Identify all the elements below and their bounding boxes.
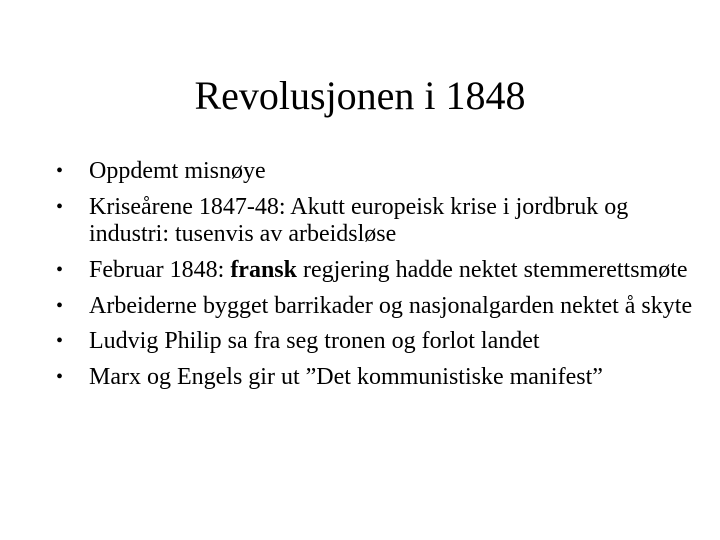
bullet-icon: • — [56, 195, 64, 218]
bullet-icon: • — [56, 258, 64, 281]
bullet-text-start: Februar 1848: — [89, 256, 231, 283]
bullet-item — [56, 293, 696, 320]
bullet-item — [56, 364, 696, 391]
bullet-text-end: regjering hadde nektet stemmerettsmøte — [297, 256, 688, 283]
bullet-text: Ludvig Philip sa fra seg tronen og forlot landet — [89, 328, 540, 355]
bullet-icon: • — [56, 366, 64, 389]
bullet-list — [56, 158, 696, 400]
bullet-text: Kriseårene 1847-48: Akutt europeisk krise i jordbruk og industri: tusenvis av arbeidsløse — [89, 193, 629, 247]
bullet-icon: • — [56, 294, 64, 317]
bullet-icon: • — [56, 330, 64, 353]
bullet-item — [56, 158, 696, 185]
slide-title: Revolusjonen i 1848 — [194, 73, 526, 118]
bullet-item — [56, 257, 696, 284]
bullet-text: Oppdemt misnøye — [89, 158, 266, 184]
bullet-text: Marx og Engels gir ut ”Det kommunistiske manifest” — [89, 364, 603, 391]
bullet-text-bold: fransk — [230, 256, 297, 283]
bullet-text: Arbeiderne bygget barrikader og nasjonalgarden nektet å skyte — [89, 292, 693, 319]
bullet-icon: • — [56, 160, 64, 182]
bullet-item — [56, 328, 696, 355]
bullet-item — [56, 194, 696, 248]
